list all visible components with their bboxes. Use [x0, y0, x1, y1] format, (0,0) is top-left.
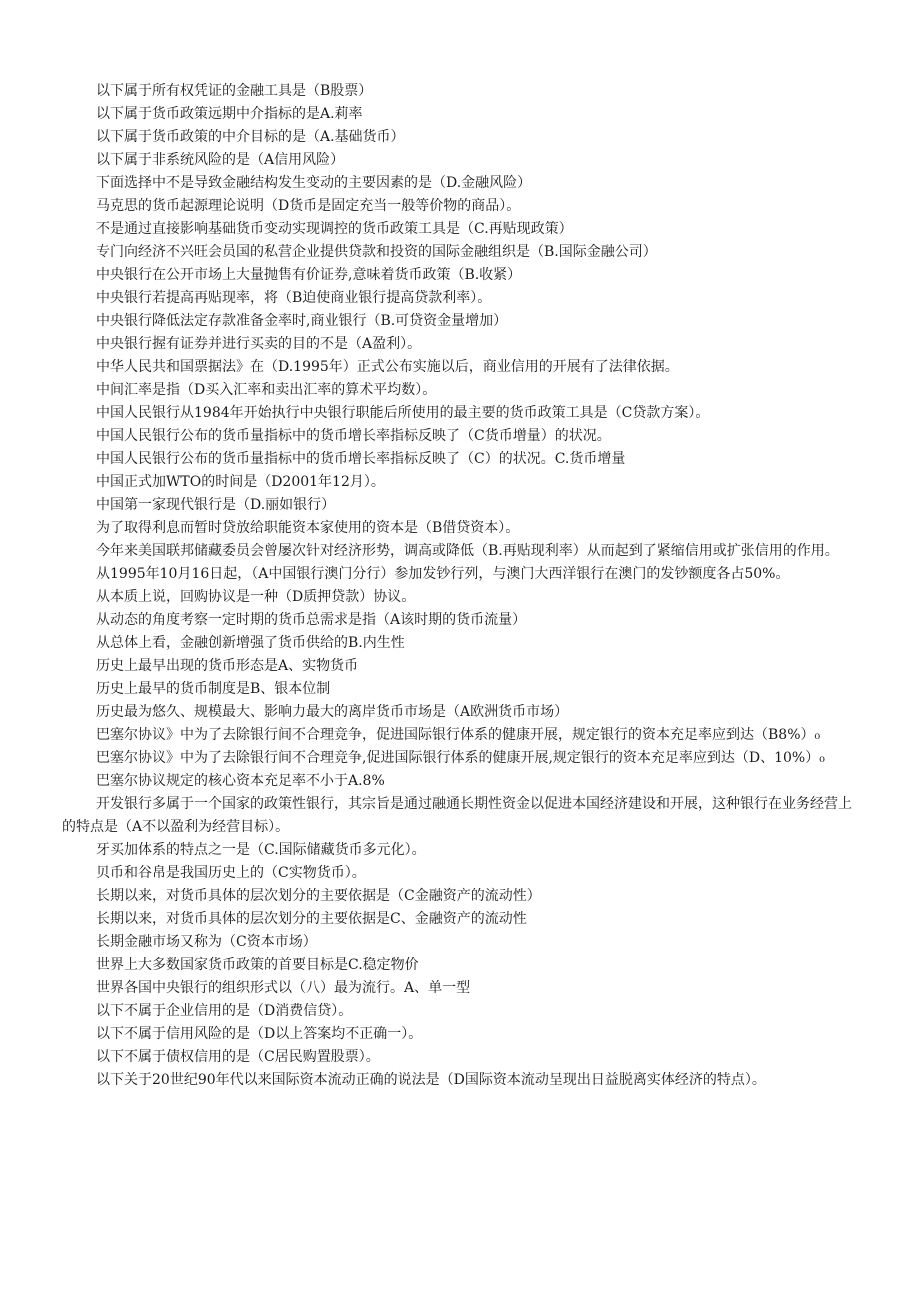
text-line: 历史上最早的货币制度是B、银本位制	[96, 681, 331, 697]
text-line: 以下不属于信用风险的是（D以上答案均不正确一）。	[96, 1026, 423, 1042]
text-line: 今年来美国联邦储藏委员会曾屡次针对经济形势，调高或降低（B.再贴现利率）从而起到了紧缩信用或扩张信用的作用。	[96, 543, 839, 559]
text-line: 中国人民银行从1984年开始执行中央银行职能后所使用的最主要的货币政策工具是（C贷款方案）。	[96, 405, 710, 421]
text-line: 以下属于货币政策的中介目标的是（A.基础货币）	[96, 129, 405, 145]
text-line: 中央银行在公开市场上大量抛售有价证券,意味着货币政策（B.收紧）	[96, 267, 522, 283]
text-line: 长期以来，对货币具体的层次划分的主要依据是（C金融资产的流动性）	[96, 888, 541, 904]
text-line: 以下属于非系统风险的是（A信用风险）	[96, 152, 345, 168]
text-line: 牙买加体系的特点之一是（C.国际储藏货币多元化）。	[96, 842, 426, 858]
text-line: 中国人民银行公布的货币量指标中的货币增长率指标反映了（C货币增量）的状况。	[96, 428, 611, 444]
text-line: 以下不属于企业信用的是（D消费信贷）。	[96, 1003, 353, 1019]
text-line: 世界各国中央银行的组织形式以（八）最为流行。A、单一型	[96, 980, 471, 996]
text-line: 巴塞尔协议规定的核心资本充足率不小于A.8%	[96, 773, 385, 789]
text-line: 中间汇率是指（D买入汇率和卖出汇率的算术平均数）。	[96, 382, 437, 398]
text-line: 以下属于货币政策远期中介指标的是A.莉率	[96, 106, 363, 122]
text-line: 中央银行降低法定存款准备金率时,商业银行（B.可贷资金量增加）	[96, 313, 508, 329]
text-line: 中央银行握有证券并进行买卖的目的不是（A盈利）。	[96, 336, 422, 352]
text-line: 历史上最早出现的货币形态是A、实物货币	[96, 658, 359, 674]
text-line: 巴塞尔协议》中为了去除银行间不合理竞争,促进国际银行体系的健康开展,规定银行的资本充足率应到达（D、10%）₀	[96, 750, 825, 766]
text-line: 中国正式加WTO的时间是（D2001年12月）。	[96, 474, 385, 490]
document-body	[62, 80, 862, 1092]
text-line: 长期金融市场又称为（C资本市场）	[96, 934, 317, 950]
text-line: 历史最为悠久、规模最大、影响力最大的离岸货币市场是（A欧洲货币市场）	[96, 704, 569, 720]
text-line: 不是通过直接影响基础货币变动实现调控的货币政策工具是（C.再贴现政策）	[96, 221, 573, 237]
text-line: 下面选择中不是导致金融结构发生变动的主要因素的是（D.金融风险）	[96, 175, 532, 191]
text-line: 从动态的角度考察一定时期的货币总需求是指（A该时期的货币流量）	[96, 612, 527, 628]
text-line: 以下属于所有权凭证的金融工具是（B股票）	[96, 83, 373, 99]
text-line: 中华人民共和国票据法》在（D.1995年）正式公布实施以后，商业信用的开展有了法律依据。	[96, 359, 679, 375]
text-line: 长期以来，对货币具体的层次划分的主要依据是C、金融资产的流动性	[96, 911, 527, 927]
text-line: 中国人民银行公布的货币量指标中的货币增长率指标反映了（C）的状况。C.货币增量	[96, 451, 626, 467]
text-line: 中国第一家现代银行是（D.丽如银行）	[96, 497, 336, 513]
text-line: 专门向经济不兴旺会员国的私营企业提供贷款和投资的国际金融组织是（B.国际金融公司）	[96, 244, 657, 260]
text-line: 贝币和谷帛是我国历史上的（C实物货币）。	[96, 865, 366, 881]
text-line: 以下不属于债权信用的是（C居民购置股票）。	[96, 1049, 380, 1065]
text-line: 从总体上看，金融创新增强了货币供给的B.内生性	[96, 635, 405, 651]
text-line: 巴塞尔协议》中为了去除银行间不合理竞争，促进国际银行体系的健康开展，规定银行的资本充足率应到达（B8%）₀	[96, 727, 821, 743]
text-line: 开发银行多属于一个国家的政策性银行，其宗旨是通过融通长期性资金以促进本国经济建设和开展，这种银行在业务经营上的特点是（A不以盈利为经营目标）。	[62, 796, 852, 835]
text-line: 中央银行若提高再贴现率，将（B迫使商业银行提高贷款利率）。	[96, 290, 492, 306]
text-line: 世界上大多数国家货币政策的首要目标是C.稳定物价	[96, 957, 419, 973]
text-line: 马克思的货币起源理论说明（D货币是固定充当一般等价物的商品）。	[96, 198, 521, 214]
text-line: 从1995年10月16日起，（A中国银行澳门分行）参加发钞行列，与澳门大西洋银行在澳门的发钞额度各占50%。	[96, 566, 790, 582]
text-line: 为了取得利息而暂时贷放给职能资本家使用的资本是（B借贷资本）。	[96, 520, 520, 536]
text-line: 以下关于20世纪90年代以来国际资本流动正确的说法是（D国际资本流动呈现出日益脱离实体经济的特点）。	[96, 1072, 766, 1088]
text-line: 从本质上说，回购协议是一种（D质押贷款）协议。	[96, 589, 416, 605]
